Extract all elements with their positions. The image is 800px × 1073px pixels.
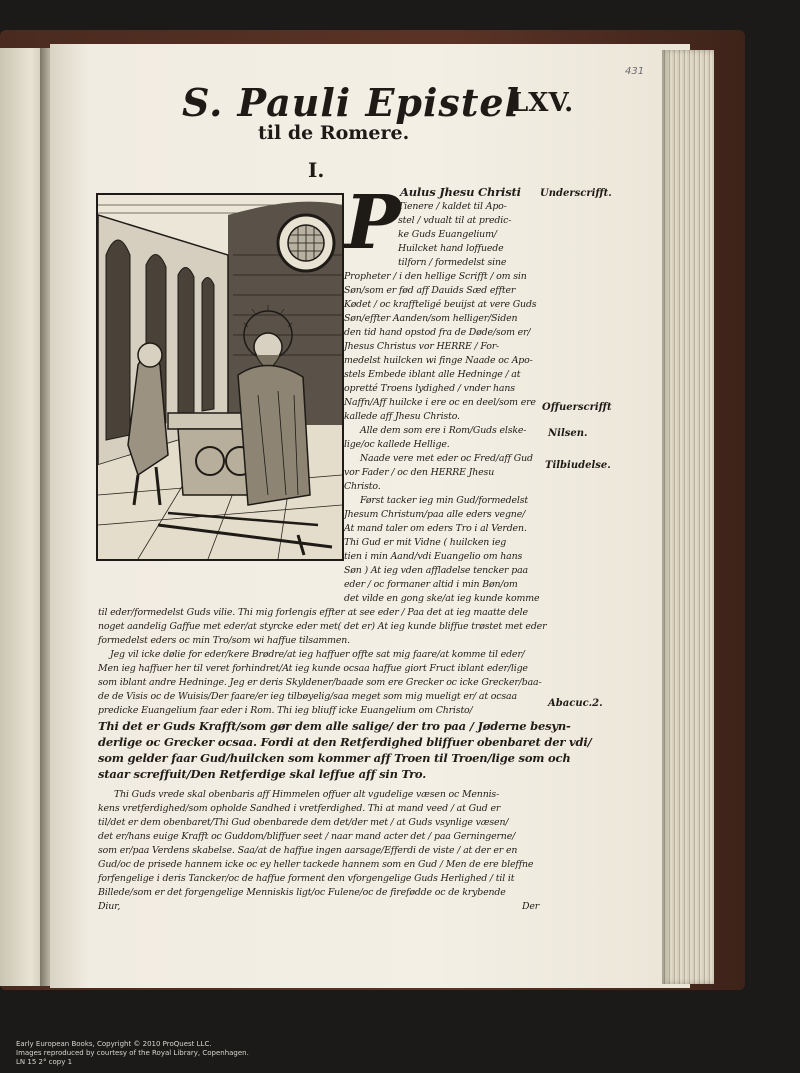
drop-cap-initial: P bbox=[345, 180, 401, 266]
page-title: S. Pauli Epistel bbox=[182, 80, 520, 125]
text-line: Billede/som er det forgengelige Menniskis ligt/oc Fulene/oc de firefødde oc de krybende bbox=[98, 887, 506, 898]
text-line: stel / vdualt til at predic- bbox=[398, 215, 512, 226]
text-line: opretté Troens lydighed / vnder hans bbox=[344, 383, 515, 394]
folio-number: 431 bbox=[625, 66, 645, 77]
copyright-line: Early European Books, Copyright © 2010 ProQuest LLC. bbox=[16, 1040, 212, 1048]
text-line: til/det er dem obenbaret/Thi Gud obenbarede dem det/der met / at Guds vsynlige væsen/ bbox=[98, 817, 509, 828]
text-line: vor Fader / oc den HERRE Jhesu bbox=[344, 467, 495, 478]
text-line: predicke Euangelium faar eder i Rom. Thi ieg bliuff icke Euangelium om Christo/ bbox=[98, 705, 473, 716]
text-line: medelst huilcken wi finge Naade oc Apo- bbox=[344, 355, 533, 366]
text-line: tilforn / formedelst sine bbox=[398, 257, 507, 268]
text-line: Tienere / kaldet til Apo- bbox=[398, 201, 507, 212]
text-line: som er/paa Verdens skabelse. Saa/at de haffue ingen aarsage/Efferdi de viste / at der er en bbox=[98, 845, 518, 856]
text-line: Thi Gud er mit Vidne ( huilcken ieg bbox=[344, 537, 507, 548]
text-line: Gud/oc de prisede hannem icke oc ey heller tackede hannem som en Gud / Men de ere bleffne bbox=[98, 859, 534, 870]
woodcut-illustration bbox=[96, 193, 344, 561]
text-line: formedelst eders oc min Tro/som wi haffue tilsammen. bbox=[98, 635, 350, 646]
left-page-edge bbox=[0, 48, 44, 986]
text-line: eder / oc formaner altid i min Bøn/om bbox=[344, 579, 518, 590]
margin-note: Tilbiudelse. bbox=[545, 460, 611, 471]
text-line: som gelder faar Gud/huilcken som kommer aff Troen til Troen/lige som och bbox=[98, 751, 571, 765]
text-line: kallede aff Jhesu Christo. bbox=[344, 411, 460, 422]
text-line: Søn/som er fød aff Dauids Sæd effter bbox=[344, 285, 516, 296]
copyright-line: LN 15 2° copy 1 bbox=[16, 1058, 73, 1066]
margin-note: Offuerscrifft bbox=[542, 402, 612, 413]
text-line: staar screffuit/Den Retferdige skal leffue aff sin Tro. bbox=[98, 767, 427, 781]
margin-note: Abacuc.2. bbox=[548, 698, 603, 709]
text-line: ke Guds Euangelium/ bbox=[398, 229, 497, 240]
margin-note: Underscrifft. bbox=[540, 188, 612, 199]
text-line: Først tacker ieg min Gud/formedelst bbox=[360, 495, 529, 506]
text-line: det er/hans euige Krafft oc Guddom/bliffuer seet / naar mand acter det / paa Gerningerne/ bbox=[98, 831, 516, 842]
chapter-number: I. bbox=[308, 158, 325, 182]
text-line: Jhesus Christus vor HERRE / For- bbox=[344, 341, 500, 352]
text-line: den tid hand opstod fra de Døde/som er/ bbox=[344, 327, 531, 338]
text-line: noget aandelig Gaffue met eder/at styrcke eder met( det er) At ieg kunde bliffue trøstet met eder bbox=[98, 621, 547, 632]
text-line: stels Embede iblant alle Hedninge / at bbox=[344, 369, 521, 380]
text-line: Søn ) At ieg vden affladelse tencker paa bbox=[344, 565, 528, 576]
text-line: Kødet / oc kraffteligé beuijst at vere Guds bbox=[344, 299, 537, 310]
text-line: til eder/formedelst Guds vilie. Thi mig forlengis effter at see eder / Paa det at ieg maatte dele bbox=[98, 607, 528, 618]
text-line: Naade vere met eder oc Fred/aff Gud bbox=[360, 453, 533, 464]
text-line: tien i min Aand/vdi Euangelio om hans bbox=[344, 551, 523, 562]
margin-note: Nilsen. bbox=[548, 428, 588, 439]
text-line: Alle dem som ere i Rom/Guds elske- bbox=[360, 425, 527, 436]
text-line: lige/oc kallede Hellige. bbox=[344, 439, 450, 450]
text-line: Huilcket hand loffuede bbox=[398, 243, 504, 254]
text-line: Men ieg haffuer her til veret forhindret/At ieg kunde ocsaa haffue giort Fruct iblant eder/lige bbox=[98, 663, 528, 674]
text-line: de de Visis oc de Wuisis/Der faare/er ieg tilbøyelig/saa meget som mig mueligt er/ at ocsaa bbox=[98, 691, 517, 702]
text-line: Aulus Jhesu Christi bbox=[400, 185, 521, 199]
woodcut-drawing bbox=[98, 195, 342, 559]
text-line: Propheter / i den hellige Scrifft / om sin bbox=[344, 271, 527, 282]
page-number-roman: LXV. bbox=[510, 88, 574, 118]
text-line: derlige oc Grecker ocsaa. Fordi at den Retferdighed bliffuer obenbaret der vdi/ bbox=[98, 735, 592, 749]
text-line: Thi det er Guds Krafft/som gør dem alle salige/ der tro paa / Jøderne besyn- bbox=[98, 719, 571, 733]
page-subtitle: til de Romere. bbox=[258, 122, 410, 144]
text-line: Christo. bbox=[344, 481, 381, 492]
text-line: Diur, bbox=[98, 901, 121, 912]
copyright-notice bbox=[16, 1040, 249, 1067]
text-line: Jhesum Christum/paa alle eders vegne/ bbox=[344, 509, 526, 520]
text-line: Søn/effter Aanden/som helliger/Siden bbox=[344, 313, 518, 324]
text-line: kens vretferdighed/som opholde Sandhed i vretferdighed. Thi at mand veed / at Gud er bbox=[98, 803, 501, 814]
text-line: Naffn/Aff huilcke i ere oc en deel/som ere bbox=[344, 397, 536, 408]
copyright-line: Images reproduced by courtesy of the Royal Library, Copenhagen. bbox=[16, 1049, 249, 1057]
catchword: Der bbox=[522, 901, 540, 912]
text-line: Thi Guds vrede skal obenbaris aff Himmelen offuer alt vgudelige væsen oc Mennis- bbox=[114, 789, 500, 800]
text-line: det vilde en gong ske/at ieg kunde komme bbox=[344, 593, 540, 604]
text-line: At mand taler om eders Tro i al Verden. bbox=[344, 523, 527, 534]
text-line: som iblant andre Hedninge. Jeg er deris Skyldener/baade som ere Grecker oc icke Grecker/baa- bbox=[98, 677, 542, 688]
page-edges bbox=[662, 50, 714, 984]
text-line: forfengelige i deris Tancker/oc de haffue forment den vforgengelige Guds Herlighed / til it bbox=[98, 873, 515, 884]
text-line: Jeg vil icke dølie for eder/kere Brødre/at ieg haffuer offte sat mig faare/at komme til eder/ bbox=[110, 649, 525, 660]
